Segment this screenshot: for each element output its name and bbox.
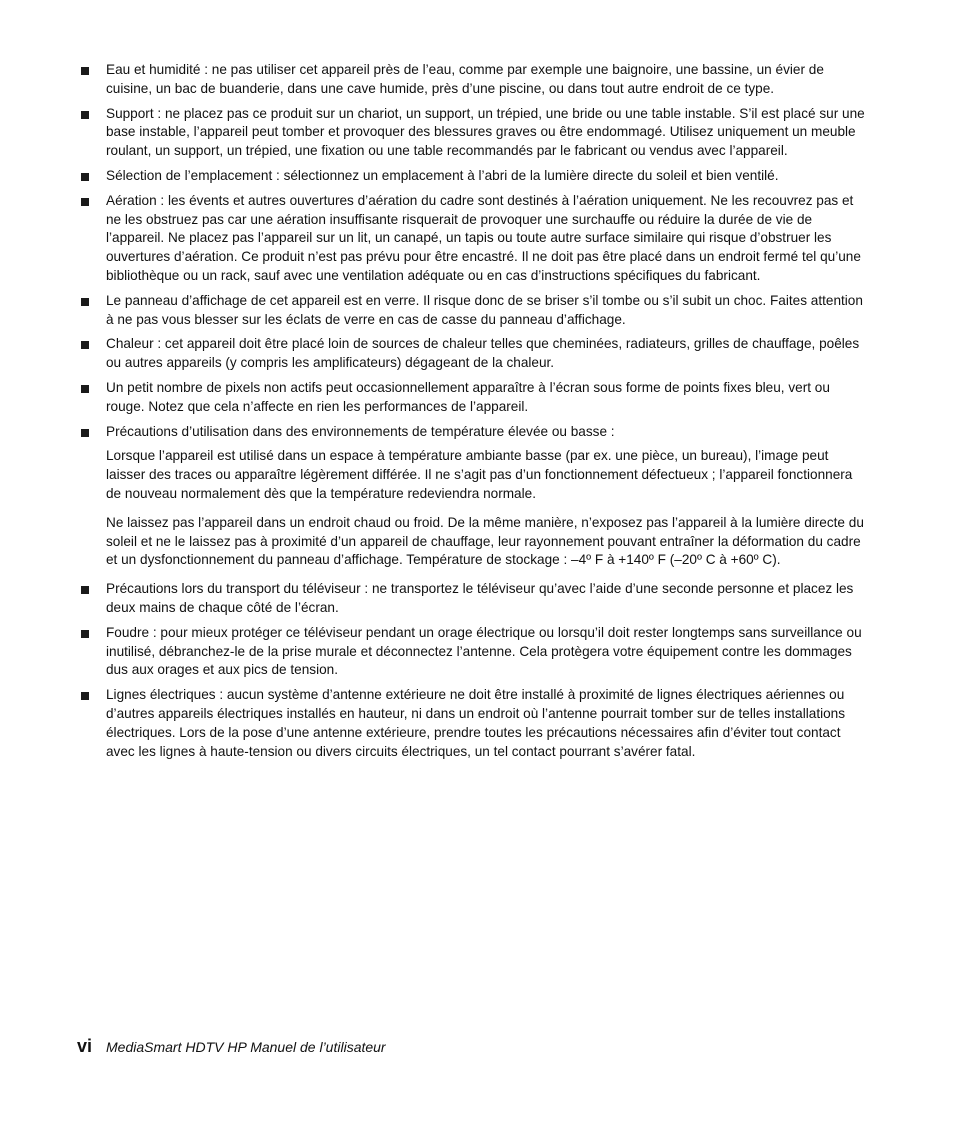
list-item: Foudre : pour mieux protéger ce téléviseur pendant un orage électrique ou lorsqu’il doit rester longtemps sans surveillance ou inutilisé, débranchez-le de la prise murale et déconnectez l’antenne. Cela protègera votre équipement contre les dommages dus aux orages et aux pics de tension.: [79, 624, 869, 680]
list-item: Précautions lors du transport du téléviseur : ne transportez le téléviseur qu’avec l’aide d’une seconde personne et placez les deux mains de chaque côté de l’écran.: [79, 580, 869, 618]
square-bullet-icon: [81, 173, 89, 181]
square-bullet-icon: [81, 198, 89, 206]
square-bullet-icon: [81, 341, 89, 349]
sub-paragraph: Ne laissez pas l’appareil dans un endroit chaud ou froid. De la même manière, n’exposez pas l’appareil à la lumière directe du soleil et ne le laissez pas à proximité d’un appareil de chauffage, leur rayonnement pouvant entraîner la déformation du cadre et un dysfonctionnement du panneau d’affichage. Température de stockage : –4º F à +140º F (–20º C à +60º C).: [106, 514, 864, 568]
list-item: Aération : les évents et autres ouvertures d’aération du cadre sont destinés à l’aération uniquement. Ne les recouvrez pas et ne les obstruez pas car une aération insuffisante risquerait de provoquer une surchauffe ou réduire la durée de vie de l’appareil. Ne placez pas l’appareil sur un lit, un canapé, un tapis ou toute autre surface similaire qui risque d’obstruer les ouvertures d’aération. Ce produit n’est pas prévu pour être encastré. Il ne doit pas être placé dans un endroit fermé tel qu’une bibliothèque ou un rack, sauf avec une ventilation adéquate ou en cas d’instructions spécifiques du fabricant.: [79, 192, 869, 286]
square-bullet-icon: [81, 630, 89, 638]
list-item: Eau et humidité : ne pas utiliser cet appareil près de l’eau, comme par exemple une baignoire, une bassine, un évier de cuisine, un bac de buanderie, dans une cave humide, près d’une piscine, ou dans tout autre endroit de ce type.: [79, 61, 869, 99]
page-number: vi: [77, 1036, 93, 1056]
square-bullet-icon: [81, 586, 89, 594]
square-bullet-icon: [81, 298, 89, 306]
square-bullet-icon: [81, 385, 89, 393]
page-footer: [77, 1036, 386, 1057]
square-bullet-icon: [81, 429, 89, 437]
list-item: Support : ne placez pas ce produit sur un chariot, un support, un trépied, une bride ou une table instable. S’il est placé sur une base instable, l’appareil peut tomber et provoquer des blessures graves ou être endommagé. Utilisez uniquement un meuble roulant, un support, un trépied, une fixation ou une table recommandés par le fabricant ou vendus avec l’appareil.: [79, 105, 869, 161]
manual-title: MediaSmart HDTV HP Manuel de l’utilisateur: [106, 1039, 386, 1055]
list-item: Précautions d’utilisation dans des environnements de température élevée ou basse : Lorsque l’appareil est utilisé dans un espace à température ambiante basse (par ex. une pièce, un bureau), l’image peut laisser des traces ou apparaître légèrement différée. Il ne s’agit pas d’un fonctionnement défectueux ; l’appareil fonctionnera de nouveau normalement dès que la température redeviendra normale. Ne laissez pas l’appareil dans un endroit chaud ou froid. De la même manière, n’exposez pas l’appareil à la lumière directe du soleil et ne le laissez pas à proximité d’un appareil de chauffage, leur rayonnement pouvant entraîner la déformation du cadre et un dysfonctionnement du panneau d’affichage. Température de stockage : –4º F à +140º F (–20º C à +60º C).: [79, 423, 869, 571]
list-item: Le panneau d’affichage de cet appareil est en verre. Il risque donc de se briser s’il tombe ou s’il subit un choc. Faites attention à ne pas vous blesser sur les éclats de verre en cas de casse du panneau d’affichage.: [79, 292, 869, 330]
safety-list: [79, 61, 869, 761]
square-bullet-icon: [81, 111, 89, 119]
list-item: Un petit nombre de pixels non actifs peut occasionnellement apparaître à l’écran sous forme de points fixes bleu, vert ou rouge. Notez que cela n’affecte en rien les performances de l’appareil.: [79, 379, 869, 417]
list-item: Sélection de l’emplacement : sélectionnez un emplacement à l’abri de la lumière directe du soleil et bien ventilé.: [79, 167, 869, 186]
square-bullet-icon: [81, 67, 89, 75]
list-item: Lignes électriques : aucun système d’antenne extérieure ne doit être installé à proximité de lignes électriques aériennes ou d’autres appareils électriques installés en hauteur, ni dans un endroit où l’antenne pourrait tomber sur de telles installations électriques. Lors de la pose d’une antenne extérieure, prendre toutes les précautions nécessaires afin d’éviter tout contact avec les lignes à haute-tension ou divers circuits électriques, un tel contact pourrant s’avérer fatal.: [79, 686, 869, 761]
sub-paragraph: Lorsque l’appareil est utilisé dans un espace à température ambiante basse (par ex. une pièce, un bureau), l’image peut laisser des traces ou apparaître légèrement différée. Il ne s’agit pas d’un fonctionnement défectueux ; l’appareil fonctionnera de nouveau normalement dès que la température redeviendra normale.: [106, 448, 853, 501]
list-item: Chaleur : cet appareil doit être placé loin de sources de chaleur telles que cheminées, radiateurs, grilles de chauffage, poêles ou autres appareils (y compris les amplificateurs) dégageant de la chaleur.: [79, 335, 869, 373]
safety-content: [79, 61, 869, 767]
square-bullet-icon: [81, 692, 89, 700]
